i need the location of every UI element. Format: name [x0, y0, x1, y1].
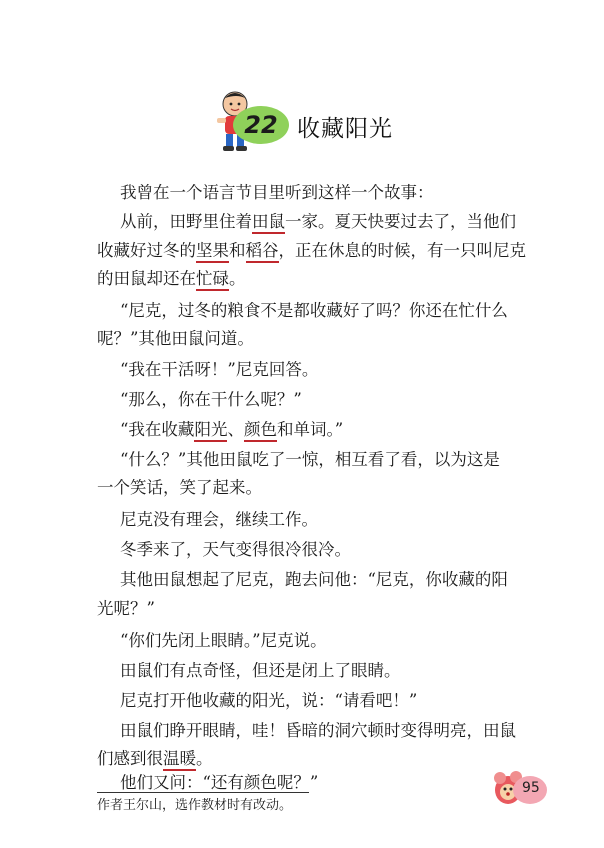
- paragraph-line: 们感到很温暖。: [97, 746, 529, 772]
- paragraph-line: 田鼠们睁开眼睛，哇！昏暗的洞穴顿时变得明亮，田鼠: [120, 721, 516, 740]
- paragraph-line: “你们先闭上眼睛。”尼克说。: [120, 631, 327, 650]
- page-number-badge: [492, 768, 550, 810]
- paragraph-line: “我在收藏阳光、颜色和单词。”: [120, 417, 552, 443]
- vocab-underline: 温暖: [163, 749, 196, 771]
- paragraph-line: 从前，田野里住着田鼠一家。夏天快要过去了，当他们: [120, 209, 552, 235]
- vocab-underline: 阳光: [194, 420, 227, 442]
- vocab-underline: 颜色: [244, 420, 277, 442]
- paragraph-line: 尼克没有理会，继续工作。: [120, 510, 318, 529]
- vocab-underline: 忙碌: [196, 269, 229, 291]
- paragraph-line: 收藏好过冬的坚果和稻谷，正在休息的时候，有一只叫尼克: [97, 238, 529, 264]
- paragraph-line: “我在干活呀！”尼克回答。: [120, 360, 319, 379]
- paragraph-line: 冬季来了，天气变得很冷很冷。: [120, 540, 351, 559]
- lesson-title: 收藏阳光: [297, 116, 393, 142]
- lesson-header: [205, 88, 465, 158]
- paragraph-line: 他们又问：“还有颜色呢？”: [120, 773, 319, 792]
- paragraph-line: 的田鼠却还在忙碌。: [97, 266, 529, 292]
- paragraph-line: “什么？”其他田鼠吃了一惊，相互看了看，以为这是: [120, 450, 500, 469]
- paragraph-line: 其他田鼠想起了尼克，跑去问他：“尼克，你收藏的阳: [120, 570, 508, 589]
- paragraph-line: 一个笑话，笑了起来。: [97, 478, 262, 497]
- paragraph-line: 尼克打开他收藏的阳光，说：“请看吧！”: [120, 691, 418, 710]
- paragraph-line: 呢？”其他田鼠问道。: [97, 329, 254, 348]
- paragraph-line: 田鼠们有点奇怪，但还是闭上了眼睛。: [120, 661, 401, 680]
- page-number: 95: [522, 780, 540, 796]
- lesson-number-badge: [233, 106, 289, 144]
- footnote-divider: [97, 792, 309, 793]
- vocab-underline: 坚果: [196, 241, 229, 263]
- paragraph-line: 我曾在一个语言节目里听到这样一个故事：: [120, 183, 434, 202]
- vocab-underline: 田鼠: [252, 212, 285, 234]
- vocab-underline: 稻谷: [246, 241, 279, 263]
- lesson-number: 22: [244, 111, 278, 139]
- paragraph-line: “尼克，过冬的粮食不是都收藏好了吗？你还在忙什么: [120, 301, 508, 320]
- footnote: 作者王尔山，选作教材时有改动。: [97, 798, 293, 813]
- paragraph-line: 光呢？”: [97, 599, 155, 618]
- paragraph-line: “那么，你在干什么呢？”: [120, 390, 302, 409]
- mouse-mascot-icon: [492, 768, 550, 810]
